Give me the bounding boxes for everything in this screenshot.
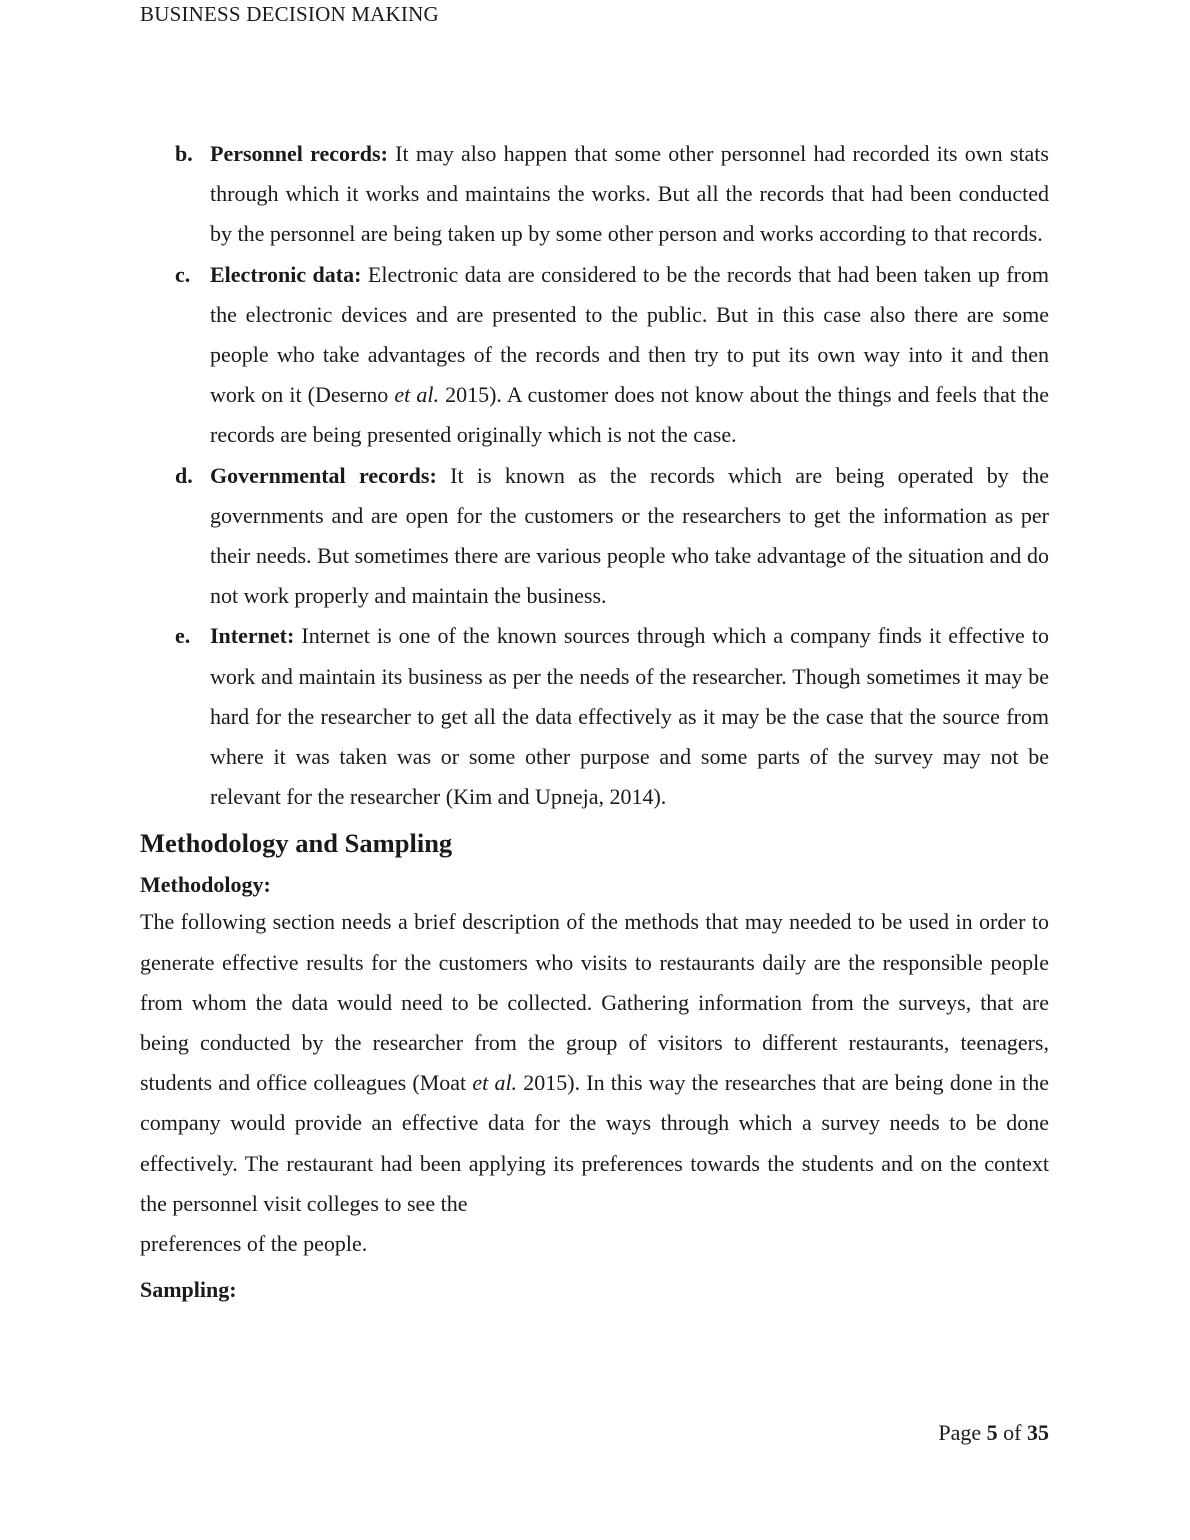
list-item [140, 456, 1049, 617]
list-text-italic: et al. [394, 382, 439, 408]
list-text: Internet is one of the known sources through which a company finds it effective to work and maintain its business as per the needs of the researcher. Though sometimes it may be hard for the researcher to get all the data effectively as it may be the case that the source from where it was taken was or some other purpose and some parts of the survey may not be relevant for the researcher (Kim and Upneja, 2014). [210, 623, 1049, 810]
methodology-heading: Methodology: [140, 872, 271, 898]
list-item [140, 616, 1049, 817]
sources-list [140, 134, 1049, 817]
list-marker: d. [175, 462, 193, 488]
list-term: Internet: [210, 623, 295, 649]
sampling-heading: Sampling: [140, 1277, 237, 1303]
running-header: BUSINESS DECISION MAKING [140, 2, 439, 26]
list-text: Electronic data are considered to be the records that had been taken up from the electronic devices and are presented to the public. But in this case also there are some people who take advantages of the records and then try to put its own way into it and then work on it (Deserno [210, 261, 1049, 408]
list-term: Electronic data: [210, 261, 362, 287]
section-heading: Methodology and Sampling [140, 828, 453, 859]
list-term: Personnel records: [210, 141, 388, 166]
list-text: It is known as the records which are being operated by the governments and are open for the customers or the researchers to get the information as per their needs. But sometimes there are various people who take advantage of the situation and do not work properly and maintain the business. [210, 462, 1049, 609]
total-pages: 35 [1027, 1420, 1049, 1445]
list-text: 2015). A customer does not know about the things and feels that the records are being presented originally which is not the case. [210, 382, 1049, 448]
page-number [938, 1420, 1049, 1446]
paragraph-text-italic: et al. [472, 1070, 518, 1096]
list-term: Governmental records: [210, 462, 437, 488]
paragraph-text: The following section needs a brief description of the methods that may needed to be used in order to generate effective results for the customers who visits to restaurants daily are the responsible people from whom the data would need to be collected. Gathering information from the surveys, that are being conducted by the researcher from the group of visitors to different restaurants, teenagers, students and office colleagues (Moat [140, 909, 1049, 1096]
list-text: It may also happen that some other personnel had recorded its own stats through which it works and maintains the works. But all the records that had been conducted by the personnel are being taken up by some other person and works according to that records. [210, 141, 1049, 247]
methodology-paragraph [140, 902, 1049, 1224]
of-word: of [1003, 1420, 1022, 1445]
list-marker: b. [175, 141, 193, 166]
list-marker: c. [175, 261, 191, 287]
list-item [140, 134, 1049, 255]
current-page: 5 [986, 1420, 998, 1445]
page-word: Page [938, 1420, 982, 1445]
list-item [140, 255, 1049, 456]
list-marker: e. [175, 623, 191, 649]
methodology-paragraph-end: preferences of the people. [140, 1231, 368, 1257]
document-body [140, 134, 1049, 1306]
paragraph-text: 2015). In this way the researches that are being done in the company would provide an effective data for the ways through which a survey needs to be done effectively. The restaurant had been applying its preferences towards the students and on the context the personnel visit colleges to see the [140, 1070, 1049, 1216]
